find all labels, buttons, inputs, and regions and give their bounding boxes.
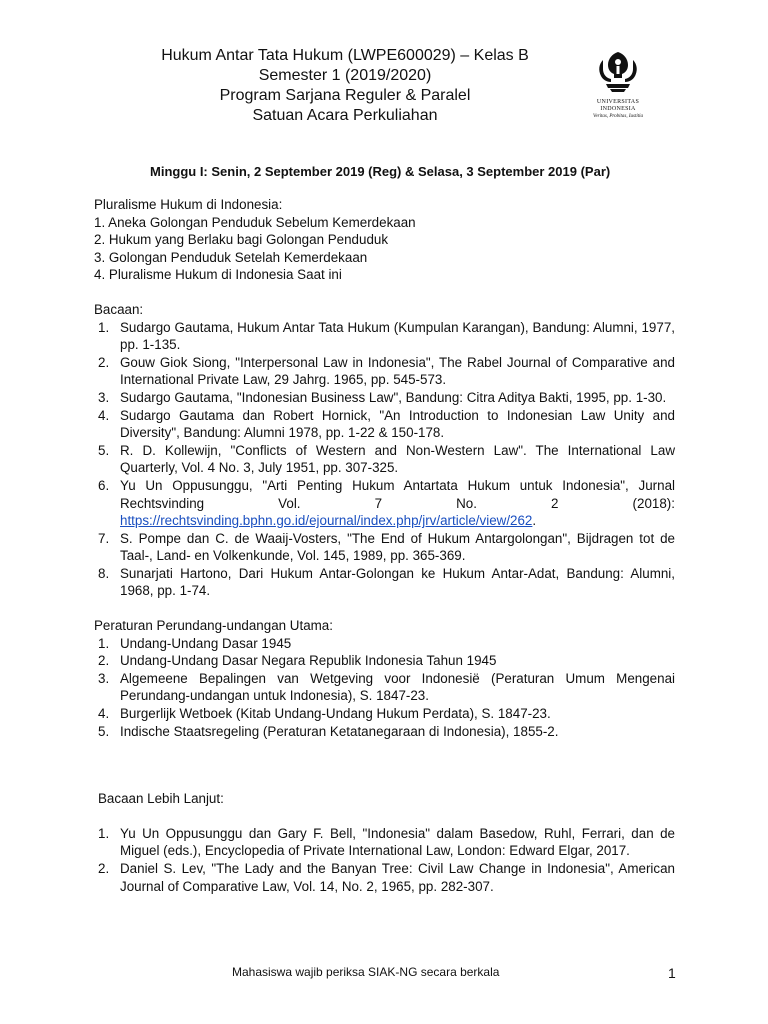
page-number: 1: [668, 965, 676, 981]
course-title: Hukum Antar Tata Hukum (LWPE600029) – Kelas B: [161, 47, 529, 64]
item-number: 7.: [98, 530, 110, 546]
list-item: [94, 354, 675, 389]
pluralisme-item: 2. Hukum yang Berlaku bagi Golongan Penduduk: [94, 232, 389, 248]
item-number: 8.: [98, 565, 110, 581]
list-item: [94, 705, 675, 723]
item-number: 2.: [98, 861, 110, 876]
peraturan-list: [94, 635, 675, 741]
item-text: Gouw Giok Siong, "Interpersonal Law in Indonesia", The Rabel Journal of Comparative and International Private Law, 29 Jahrg. 1965, pp. 545-573.: [120, 354, 675, 388]
semester-line: Semester 1 (2019/2020): [258, 67, 432, 84]
list-item: [94, 565, 675, 600]
item-text: Burgerlijk Wetboek (Kitab Undang-Undang Hukum Perdata), S. 1847-23.: [120, 706, 551, 722]
item-text: Undang-Undang Dasar Negara Republik Indonesia Tahun 1945: [120, 653, 497, 669]
makara-emblem-icon: [595, 50, 641, 94]
item-number: 2.: [98, 653, 110, 669]
item-number: 5.: [98, 442, 110, 458]
lanjut-heading: Bacaan Lebih Lanjut:: [98, 791, 224, 807]
item-text: Sunarjati Hartono, Dari Hukum Antar-Golongan ke Hukum Antar-Adat, Bandung: Alumni, 1968, pp. 1-74.: [120, 565, 675, 599]
item-number: 4.: [98, 407, 110, 423]
item-text: S. Pompe dan C. de Waaij-Vosters, "The End of Hukum Antargolongan", Bijdragen tot de Taal-, Land- en Volkenkunde, Vol. 145, 1989, pp. 365-369.: [120, 530, 675, 564]
item-number: 4.: [98, 706, 110, 722]
item-text: R. D. Kollewijn, "Conflicts of Western and Non-Western Law". The International Law Quarterly, Vol. 4 No. 3, July 1951, pp. 307-325.: [120, 442, 675, 476]
item-text: Yu Un Oppusunggu dan Gary F. Bell, "Indonesia" dalam Basedow, Ruhl, Ferrari, dan de Miguel (eds.), Encyclopedia of Private International Law, London: Edward Elgar, 2017.: [120, 825, 675, 859]
item-number: 3.: [98, 670, 110, 686]
item-text: Indische Staatsregeling (Peraturan Ketatanegaraan di Indonesia), 1855-2.: [120, 723, 559, 739]
list-item: [94, 319, 675, 354]
pluralisme-item: 1. Aneka Golongan Penduduk Sebelum Kemerdekaan: [94, 214, 416, 230]
item-number: 5.: [98, 723, 110, 739]
item-number: 2.: [98, 354, 110, 370]
list-item: [94, 407, 675, 442]
university-logo: [588, 50, 648, 119]
list-item: [94, 477, 675, 530]
item-text: Yu Un Oppusunggu, "Arti Penting Hukum Antartata Hukum untuk Indonesia", Jurnal Rechtsvinding Vol. 7 No. 2 (2018):: [120, 477, 675, 511]
list-item: [94, 825, 675, 860]
list-item: [94, 389, 675, 407]
item-number: 3.: [98, 389, 110, 405]
pluralisme-item: 4. Pluralisme Hukum di Indonesia Saat ini: [94, 267, 342, 283]
document-body: [94, 196, 675, 895]
item-text: Algemeene Bepalingen van Wetgeving voor Indonesië (Peraturan Umum Mengenai Perundang-undangan untuk Indonesia), S. 1847-23.: [120, 670, 675, 704]
item-text-with-link: [120, 477, 675, 530]
pluralisme-item: 3. Golongan Penduduk Setelah Kemerdekaan: [94, 249, 368, 265]
bacaan-list: [94, 319, 675, 601]
item-number: 1.: [98, 319, 110, 335]
item-text: Undang-Undang Dasar 1945: [120, 635, 292, 651]
list-item: [94, 860, 675, 895]
list-item: [94, 635, 675, 653]
list-item: [94, 530, 675, 565]
logo-text-indonesia: INDONESIA: [600, 106, 636, 112]
item-text: Sudargo Gautama dan Robert Hornick, "An Introduction to Indonesian Law Unity and Diversity", Bandung: Alumni 1978, pp. 1-22 & 150-178.: [120, 407, 675, 441]
list-item: [94, 670, 675, 705]
list-item: [94, 652, 675, 670]
logo-motto: Veritas, Probitas, Iustitia: [592, 114, 644, 119]
lanjut-list: [94, 825, 675, 895]
pluralisme-heading: Pluralisme Hukum di Indonesia:: [94, 197, 283, 212]
link-trailing-period: .: [532, 513, 537, 529]
list-item: [94, 723, 675, 741]
item-text: Sudargo Gautama, Hukum Antar Tata Hukum (Kumpulan Karangan), Bandung: Alumni, 1977, pp. 1-135.: [120, 319, 675, 353]
list-item: [94, 442, 675, 477]
item-number: 1.: [98, 825, 110, 841]
bacaan-heading: Bacaan:: [94, 301, 144, 317]
week-title: Minggu I: Senin, 2 September 2019 (Reg) & Selasa, 3 September 2019 (Par): [150, 164, 611, 179]
item-text: Daniel S. Lev, "The Lady and the Banyan Tree: Civil Law Change in Indonesia", American Journal of Comparative Law, Vol. 14, No. 2, 1965, pp. 282-307.: [120, 861, 675, 894]
item-text: Sudargo Gautama, "Indonesian Business Law", Bandung: Citra Aditya Bakti, 1995, pp. 1-30.: [120, 389, 667, 405]
program-line: Program Sarjana Reguler & Paralel: [219, 87, 471, 104]
sap-line: Satuan Acara Perkuliahan: [252, 107, 438, 124]
document-header: [95, 46, 595, 126]
peraturan-heading: Peraturan Perundang-undangan Utama:: [94, 618, 333, 634]
item-number: 6.: [98, 477, 110, 493]
rechtsvinding-link[interactable]: https://rechtsvinding.bphn.go.id/ejournal/index.php/jrv/article/view/262: [120, 513, 533, 529]
footer-note: Mahasiswa wajib periksa SIAK-NG secara berkala: [232, 965, 500, 979]
logo-text-universitas: UNIVERSITAS: [596, 99, 640, 105]
item-number: 1.: [98, 635, 110, 651]
